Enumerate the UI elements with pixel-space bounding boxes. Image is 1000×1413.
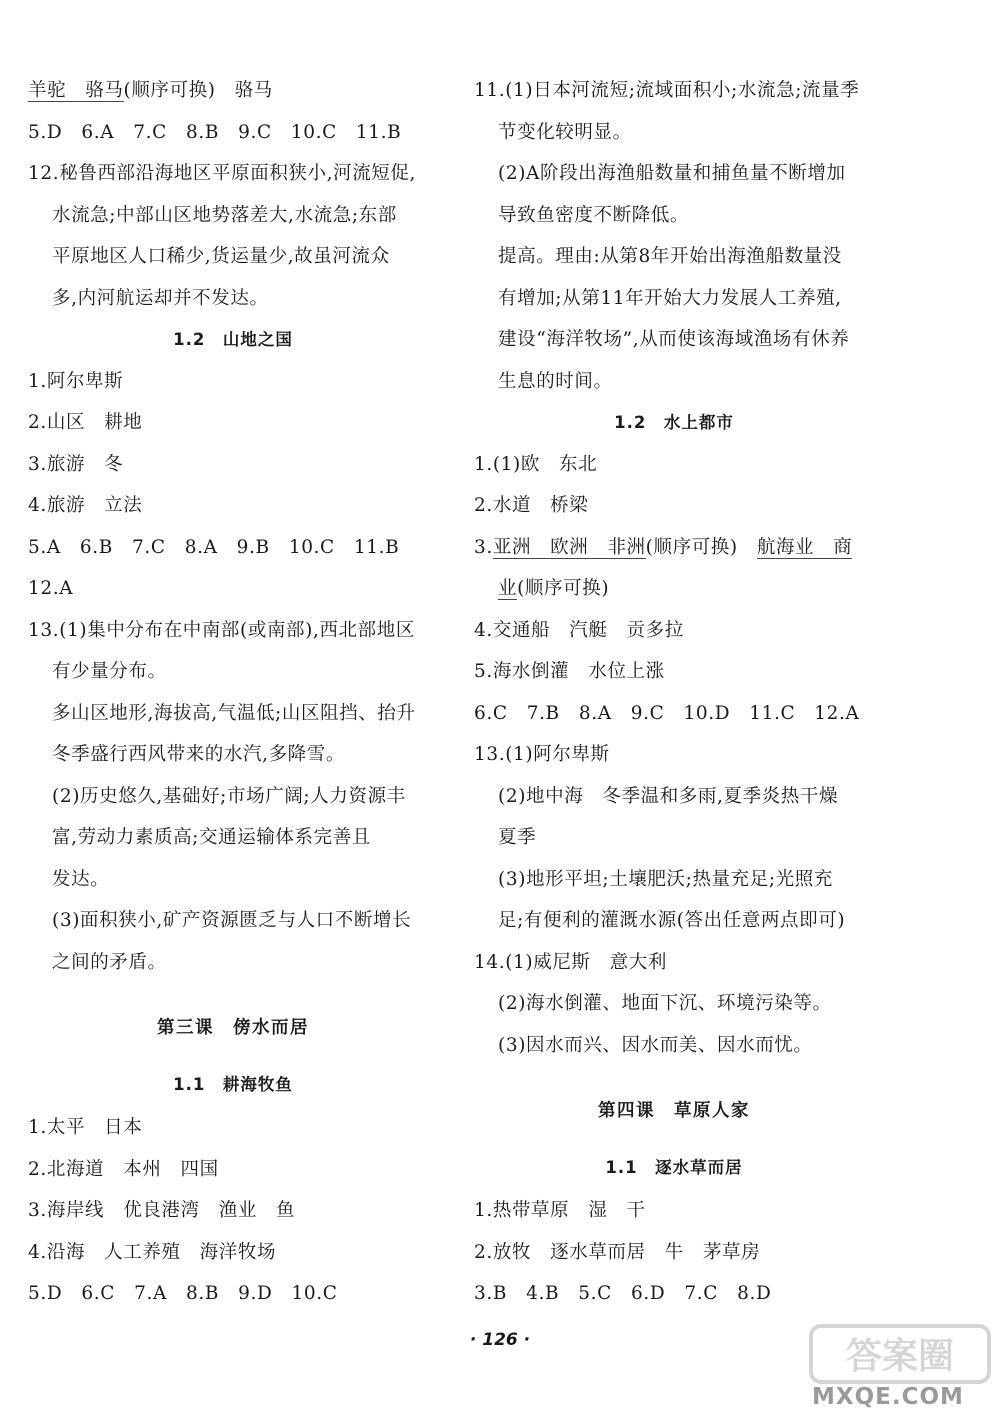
answer-line: 节变化较明显。 bbox=[498, 121, 632, 143]
answer-line: 平原地区人口稀少,货运量少,故虽河流众 bbox=[52, 246, 390, 267]
answer-line: 足;有便利的灌溉水源(答出任意两点即可) bbox=[498, 910, 846, 931]
answer-line: 4.旅游 立法 bbox=[28, 495, 143, 516]
answer-line: 2.放牧 逐水草而居 牛 茅草房 bbox=[474, 1241, 761, 1263]
answer-line: 3.B 4.B 5.C 6.D 7.C 8.D bbox=[474, 1283, 772, 1304]
answer-line: 2.山区 耕地 bbox=[28, 412, 143, 433]
answer-line: 冬季盛行西风带来的水汽,多降雪。 bbox=[52, 744, 345, 765]
answer-line: 有增加;从第11年开始大力发展人工养殖, bbox=[498, 287, 842, 309]
answer-line: (2)海水倒灌、地面下沉、环境污染等。 bbox=[498, 993, 832, 1014]
answer-line: (2)地中海 冬季温和多雨,夏季炎热干燥 bbox=[498, 785, 839, 807]
answer-line: 5.A 6.B 7.C 8.A 9.B 10.C 11.B bbox=[28, 536, 400, 558]
answer-line: 5.D 6.C 7.A 8.B 9.D 10.C bbox=[28, 1283, 338, 1304]
answer-line: 多山区地形,海拔高,气温低;山区阻挡、抬升 bbox=[52, 702, 416, 724]
answer-line: 1.阿尔卑斯 bbox=[28, 370, 124, 392]
answer-line: (3)因水而兴、因水而美、因水而忧。 bbox=[498, 1034, 813, 1056]
section-heading: 1.2 水上都市 bbox=[614, 413, 734, 432]
answer-line: (3)面积狭小,矿产资源匮乏与人口不断增长 bbox=[52, 910, 412, 931]
lesson-title: 第四课 草原人家 bbox=[598, 1101, 750, 1121]
answer-line: 1.热带草原 湿 干 bbox=[474, 1200, 646, 1221]
answer-line: 12.秘鲁西部沿海地区平原面积狭小,河流短促, bbox=[28, 163, 416, 184]
answer-line: 5.海水倒灌 水位上涨 bbox=[474, 661, 665, 682]
page-number: · 126 · bbox=[469, 1330, 531, 1350]
answer-line: (2)历史悠久,基础好;市场广阔;人力资源丰 bbox=[52, 785, 406, 807]
answer-line: 建设“海洋牧场”,从而使该海域渔场有休养 bbox=[498, 329, 850, 350]
answer-line: 夏季 bbox=[498, 827, 537, 848]
answer-line: 13.(1)阿尔卑斯 bbox=[474, 744, 610, 765]
underlined-answer: 航海业 商 bbox=[756, 536, 853, 558]
watermark-site: MXQE.COM bbox=[812, 1384, 964, 1410]
answer-line: 13.(1)集中分布在中南部(或南部),西北部地区 bbox=[28, 619, 415, 641]
answer-line: (3)地形平坦;土壤肥沃;热量充足;光照充 bbox=[498, 868, 834, 890]
answer-line: 发达。 bbox=[52, 868, 110, 890]
answer-line: (2)A阶段出海渔船数量和捕鱼量不断增加 bbox=[498, 163, 846, 184]
underlined-answer: 亚洲 欧洲 非洲 bbox=[492, 536, 646, 558]
answer-line: 有少量分布。 bbox=[52, 661, 167, 682]
answer-line: 提高。理由:从第8年开始出海渔船数量没 bbox=[498, 246, 842, 267]
answer-line: 生息的时间。 bbox=[498, 370, 613, 392]
answer-line: 3.海岸线 优良港湾 渔业 鱼 bbox=[28, 1200, 296, 1221]
answer-line: 业(顺序可换) bbox=[498, 578, 610, 599]
underlined-answer: 羊驼 骆马 bbox=[28, 80, 124, 101]
answer-line: 多,内河航运却并不发达。 bbox=[52, 287, 269, 309]
underlined-answer: 业 bbox=[498, 578, 518, 599]
answer-line: 富,劳动力素质高;交通运输体系完善且 bbox=[52, 827, 371, 848]
answer-line: 羊驼 骆马(顺序可换) 骆马 bbox=[28, 80, 273, 101]
lesson-title: 第三课 傍水而居 bbox=[157, 1018, 309, 1038]
right-column bbox=[474, 70, 874, 1315]
answer-line: 5.D 6.A 7.C 8.B 9.C 10.C 11.B bbox=[28, 121, 402, 143]
answer-line: 3.旅游 冬 bbox=[28, 453, 124, 475]
answer-line: 水流急;中部山区地势落差大,水流急;东部 bbox=[52, 204, 397, 226]
section-heading: 1.1 耕海牧鱼 bbox=[173, 1075, 293, 1094]
answer-line: 之间的矛盾。 bbox=[52, 951, 167, 973]
answer-line: 14.(1)威尼斯 意大利 bbox=[474, 951, 667, 973]
answer-line: 12.A bbox=[28, 578, 74, 599]
answer-line: 2.水道 桥梁 bbox=[474, 495, 589, 516]
answer-line: 2.北海道 本州 四国 bbox=[28, 1158, 219, 1180]
answer-line: 4.交通船 汽艇 贡多拉 bbox=[474, 619, 684, 641]
section-heading: 1.2 山地之国 bbox=[173, 330, 293, 349]
answer-line: 3.亚洲 欧洲 非洲(顺序可换) 航海业 商 bbox=[474, 536, 853, 558]
answer-line: 6.C 7.B 8.A 9.C 10.D 11.C 12.A bbox=[474, 702, 860, 724]
answer-line: 11.(1)日本河流短;流域面积小;水流急;流量季 bbox=[474, 80, 860, 101]
answer-line: 1.太平 日本 bbox=[28, 1117, 143, 1138]
svg-text:答案圈: 答案圈 bbox=[845, 1336, 955, 1377]
answer-line: 4.沿海 人工养殖 海洋牧场 bbox=[28, 1241, 277, 1263]
left-column bbox=[28, 70, 438, 1315]
answer-line: 导致鱼密度不断降低。 bbox=[498, 204, 690, 226]
section-heading: 1.1 逐水草而居 bbox=[605, 1158, 743, 1177]
answer-line: 1.(1)欧 东北 bbox=[474, 453, 598, 475]
